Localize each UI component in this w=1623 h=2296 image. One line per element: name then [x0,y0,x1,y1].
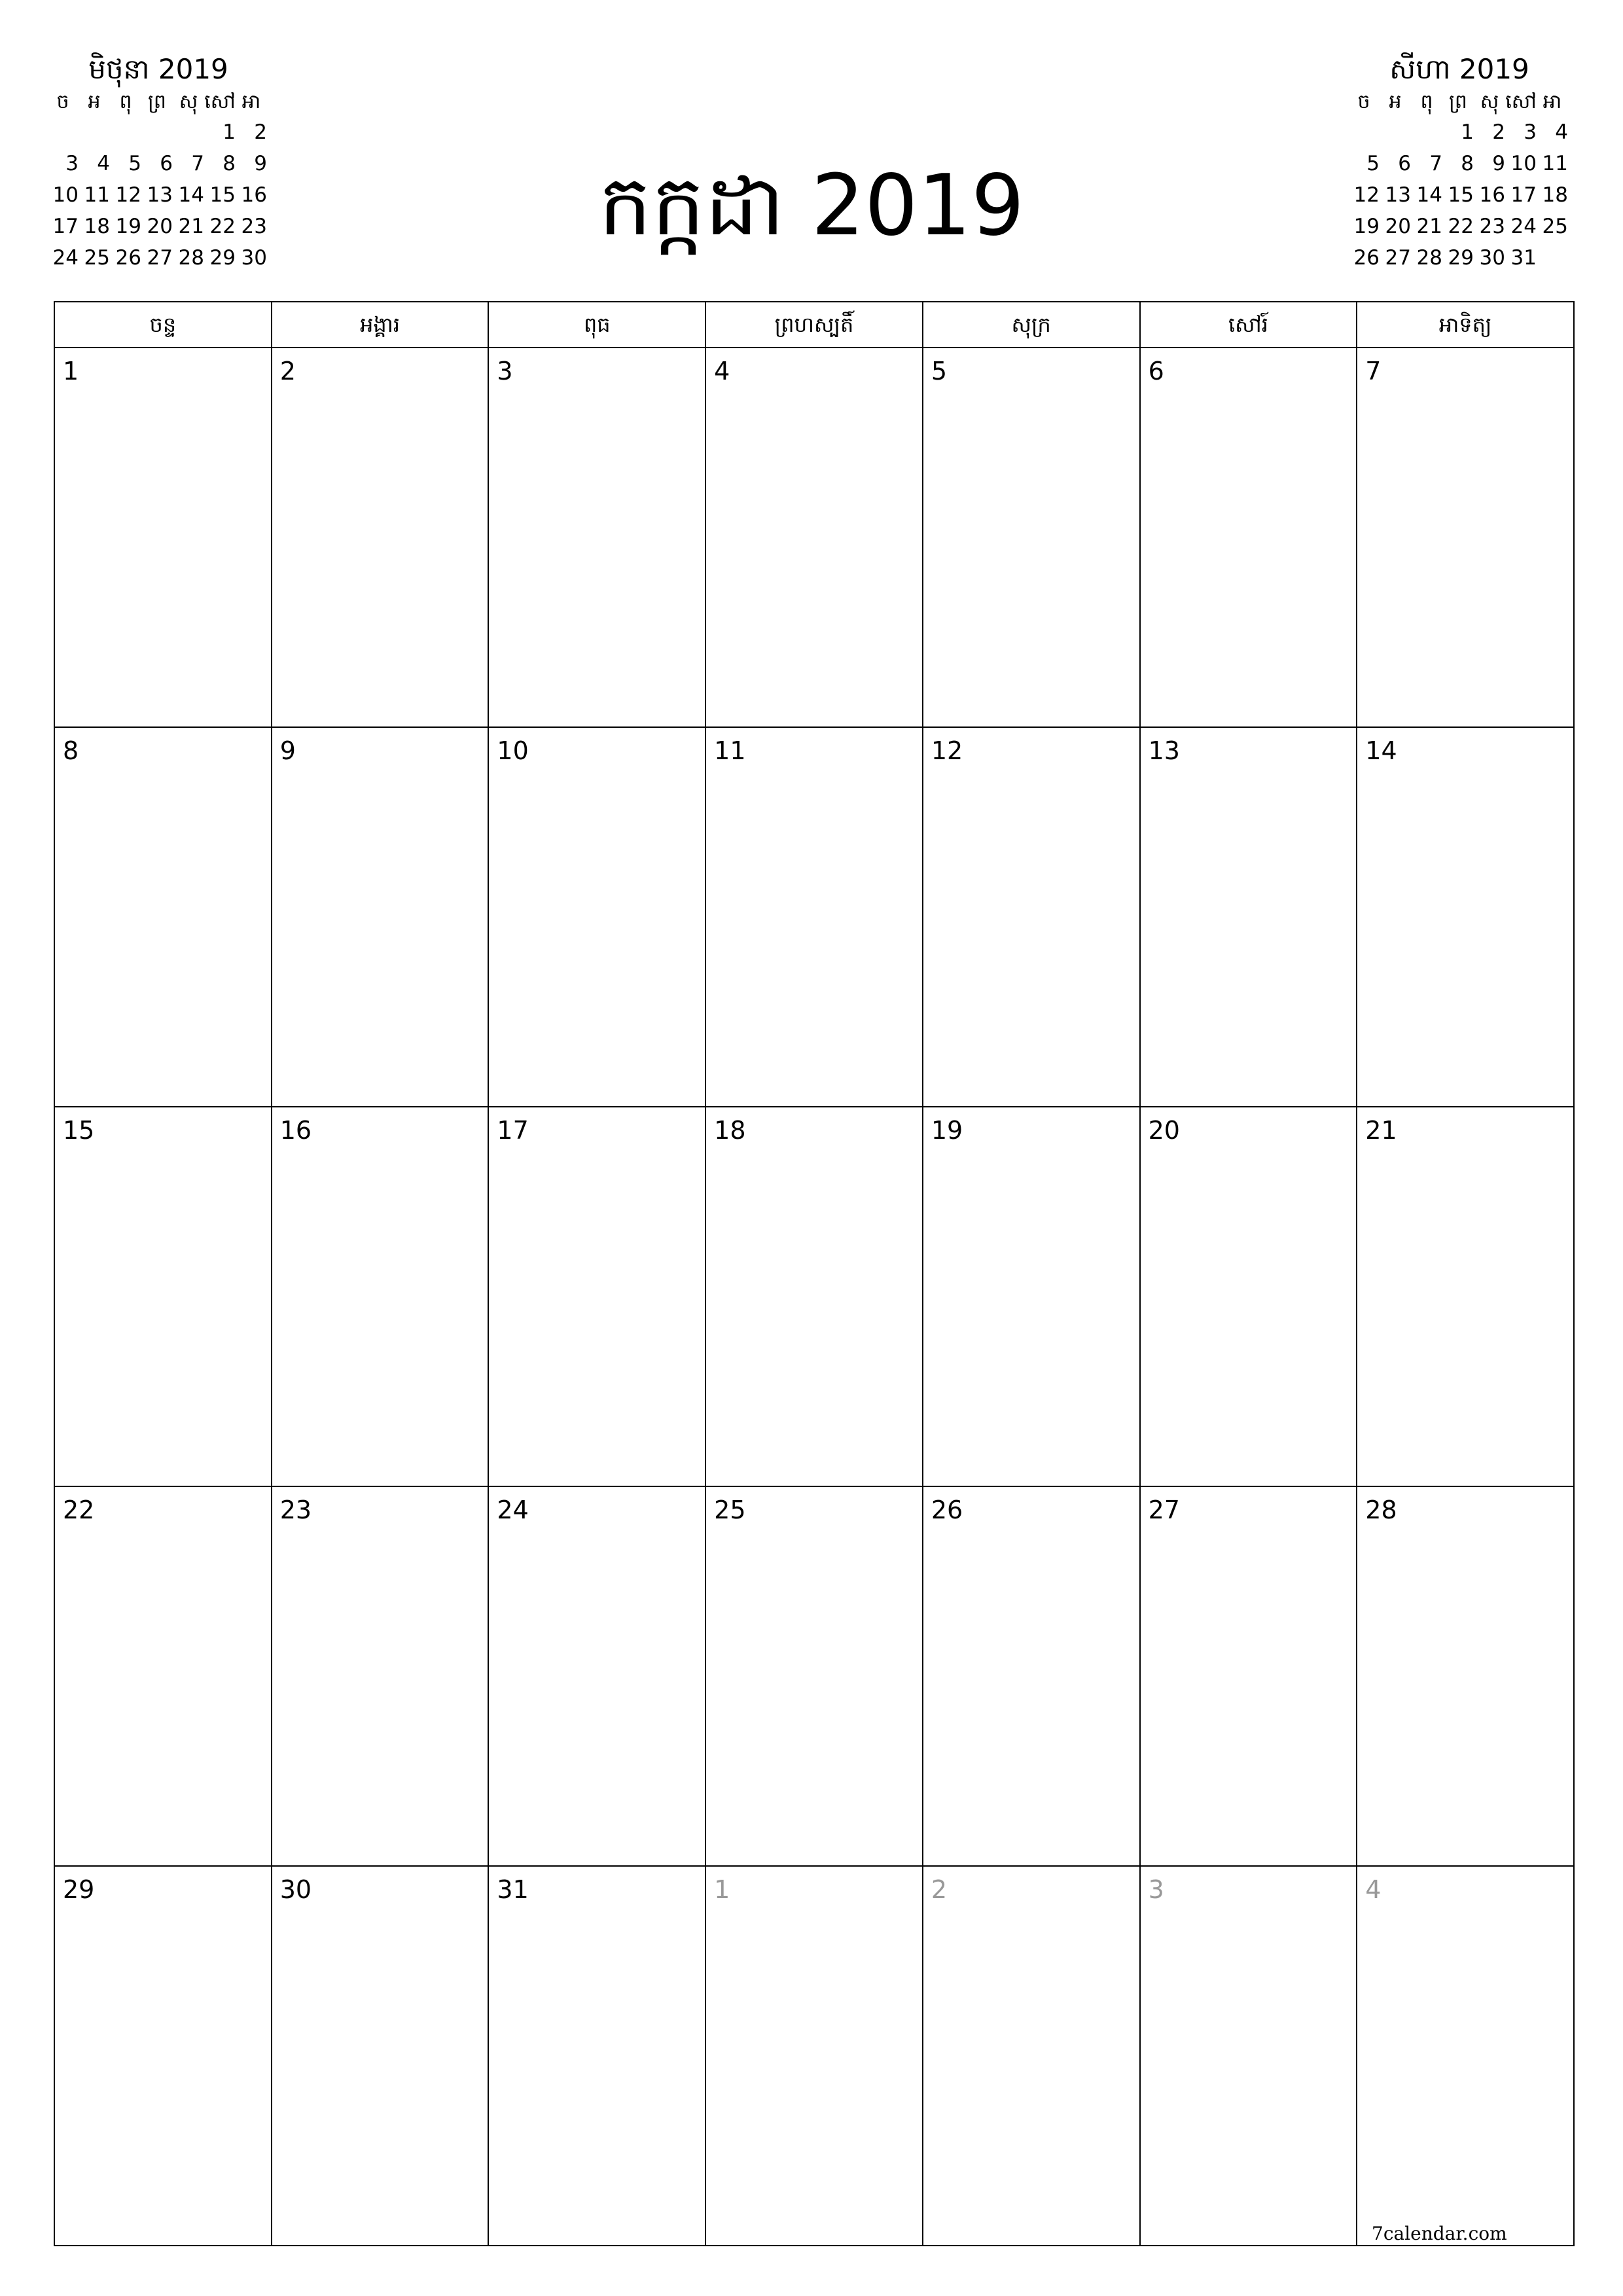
day-number: 20 [1148,1116,1180,1145]
day-cell [55,1487,272,1867]
day-cell [706,728,923,1107]
mini-weekday-label: អា [241,90,261,113]
mini-day-number: 18 [84,215,110,238]
day-number: 8 [63,736,79,765]
mini-day-number: 10 [1510,152,1537,175]
mini-calendar-title: មិថុនា 2019 [88,53,228,85]
mini-day-number: 10 [52,183,79,207]
credit-text: 7calendar.com [1372,2223,1507,2244]
day-cell [923,1107,1141,1487]
day-cell [706,1107,923,1487]
mini-day-number: 23 [241,215,267,238]
weekday-header: ពុធ [489,302,706,348]
day-cell [1357,348,1575,728]
mini-weekday-label: អា [1543,90,1562,113]
mini-day-number: 30 [241,246,267,270]
mini-day-number [79,117,110,148]
mini-day-number: 9 [254,152,267,175]
day-cell [1141,728,1358,1107]
day-number: 1 [714,1875,730,1904]
day-number: 13 [1148,736,1180,765]
mini-weekday-label: សុ [179,90,198,113]
mini-day-number: 17 [52,215,79,238]
day-cell [489,728,706,1107]
day-cell [706,348,923,728]
mini-day-number [173,117,204,148]
mini-day-number: 1 [1461,120,1474,144]
day-cell [489,1487,706,1867]
mini-day-number: 4 [1555,120,1568,144]
day-number: 27 [1148,1496,1180,1524]
day-number: 2 [931,1875,948,1904]
day-cell [55,1867,272,2246]
mini-day-number: 28 [1416,246,1442,270]
day-cell [272,1107,490,1487]
day-cell [489,1867,706,2246]
mini-weekday-label: ពុ [1420,90,1433,113]
day-cell [55,348,272,728]
mini-weekday-label: សៅ [1505,90,1537,113]
mini-weekday-label: ព្រ [148,90,166,113]
day-cell [272,1487,490,1867]
day-number: 14 [1365,736,1397,765]
day-number: 6 [1148,357,1164,386]
mini-day-number [1380,117,1411,148]
day-cell [1357,1107,1575,1487]
mini-calendar-grid [1348,88,1571,274]
mini-calendar-grid [47,88,270,274]
mini-day-number: 20 [1385,215,1411,238]
day-cells [55,348,1575,2246]
weekday-header: ចន្ទ [55,302,272,348]
mini-day-number: 29 [209,246,236,270]
weekday-header: សុក្រ [923,302,1141,348]
month-grid [54,301,1575,2246]
day-number: 7 [1365,357,1382,386]
weekday-header: សៅរ៍ [1141,302,1358,348]
mini-day-number: 9 [1492,152,1505,175]
mini-day-number: 13 [1385,183,1411,207]
mini-day-number: 25 [84,246,110,270]
mini-day-number: 15 [209,183,236,207]
mini-day-number: 28 [178,246,204,270]
mini-weekday-label: សុ [1480,90,1499,113]
mini-day-number: 13 [147,183,173,207]
mini-calendar-previous-month [47,51,270,274]
day-number: 30 [279,1875,312,1904]
day-cell [55,1107,272,1487]
mini-day-number: 19 [115,215,141,238]
mini-weekday-label: ច [1357,90,1370,113]
day-number: 22 [63,1496,95,1524]
mini-day-number [141,117,173,148]
day-cell-next-month [923,1867,1141,2246]
mini-day-number: 22 [1448,215,1474,238]
mini-day-number: 14 [178,183,204,207]
day-number: 11 [714,736,746,765]
mini-day-number: 26 [1353,246,1380,270]
mini-calendar-next-month [1348,51,1571,274]
mini-day-number: 12 [1353,183,1380,207]
weekday-header: អង្គារ [272,302,490,348]
mini-weekday-label: សៅ [204,90,236,113]
day-number: 1 [63,357,79,386]
weekday-header-row [55,302,1575,348]
day-cell [1357,1487,1575,1867]
mini-day-number: 16 [1479,183,1505,207]
day-cell [489,348,706,728]
mini-day-number: 1 [223,120,236,144]
day-cell [272,348,490,728]
day-number: 25 [714,1496,746,1524]
mini-day-number: 27 [147,246,173,270]
day-cell [923,348,1141,728]
mini-day-number [47,117,79,148]
day-number: 16 [279,1116,312,1145]
day-number: 21 [1365,1116,1397,1145]
mini-day-number: 17 [1510,183,1537,207]
day-number: 28 [1365,1496,1397,1524]
day-number: 3 [1148,1875,1164,1904]
day-number: 24 [497,1496,529,1524]
mini-day-number: 6 [1398,152,1411,175]
mini-day-number [1411,117,1442,148]
day-cell [1141,1487,1358,1867]
mini-day-number: 6 [160,152,173,175]
mini-day-number: 30 [1479,246,1505,270]
day-cell [489,1107,706,1487]
day-number: 29 [63,1875,95,1904]
mini-day-number: 2 [254,120,267,144]
mini-day-number: 8 [223,152,236,175]
day-number: 18 [714,1116,746,1145]
day-number: 4 [714,357,730,386]
day-cell [923,1487,1141,1867]
mini-day-number: 7 [1429,152,1442,175]
day-number: 10 [497,736,529,765]
day-cell [706,1487,923,1867]
weekday-header: ព្រហស្បតិ៍ [706,302,923,348]
mini-calendar-title: សីហា 2019 [1389,53,1529,85]
day-cell [1141,348,1358,728]
mini-day-number: 21 [178,215,204,238]
mini-day-number: 16 [241,183,267,207]
day-cell [1357,728,1575,1107]
day-number: 3 [497,357,513,386]
mini-day-number: 26 [115,246,141,270]
mini-day-number: 23 [1479,215,1505,238]
mini-weekday-label: ព្រ [1449,90,1467,113]
mini-day-number: 3 [1524,120,1537,144]
mini-day-number: 22 [209,215,236,238]
day-cell [272,1867,490,2246]
day-number: 26 [931,1496,963,1524]
mini-day-number: 29 [1448,246,1474,270]
mini-day-number [1348,117,1380,148]
mini-day-number: 31 [1510,246,1537,270]
day-cell [55,728,272,1107]
mini-day-number: 27 [1385,246,1411,270]
mini-day-number: 11 [1542,152,1568,175]
day-number: 2 [279,357,296,386]
mini-day-number: 24 [1510,215,1537,238]
mini-day-number: 3 [65,152,79,175]
day-number: 5 [931,357,948,386]
mini-weekday-label: ច [56,90,69,113]
weekday-header: អាទិត្យ [1357,302,1575,348]
day-number: 9 [279,736,296,765]
mini-day-number: 2 [1492,120,1505,144]
day-cell [272,728,490,1107]
mini-day-number: 7 [191,152,204,175]
mini-day-number: 14 [1416,183,1442,207]
mini-weekday-label: ពុ [119,90,132,113]
mini-day-number: 19 [1353,215,1380,238]
day-cell [923,728,1141,1107]
day-number: 15 [63,1116,95,1145]
mini-day-number [110,117,141,148]
day-number: 31 [497,1875,529,1904]
mini-day-number: 25 [1542,215,1568,238]
mini-day-number: 8 [1461,152,1474,175]
mini-weekday-label: អ [88,90,101,113]
mini-weekday-label: អ [1389,90,1402,113]
day-number: 23 [279,1496,312,1524]
mini-day-number: 20 [147,215,173,238]
mini-day-number: 24 [52,246,79,270]
mini-day-number: 11 [84,183,110,207]
day-cell-next-month [1357,1867,1575,2246]
day-cell-next-month [1141,1867,1358,2246]
mini-day-number: 5 [1366,152,1380,175]
day-cell-next-month [706,1867,923,2246]
mini-day-number: 18 [1542,183,1568,207]
mini-day-number: 21 [1416,215,1442,238]
day-number: 12 [931,736,963,765]
day-cell [1141,1107,1358,1487]
mini-day-number: 5 [128,152,141,175]
mini-day-number [1537,242,1568,274]
mini-day-number: 12 [115,183,141,207]
day-number: 19 [931,1116,963,1145]
day-number: 17 [497,1116,529,1145]
day-number: 4 [1365,1875,1382,1904]
page-title: កក្កដា 2019 [598,157,1025,255]
mini-day-number: 15 [1448,183,1474,207]
mini-day-number: 4 [97,152,110,175]
